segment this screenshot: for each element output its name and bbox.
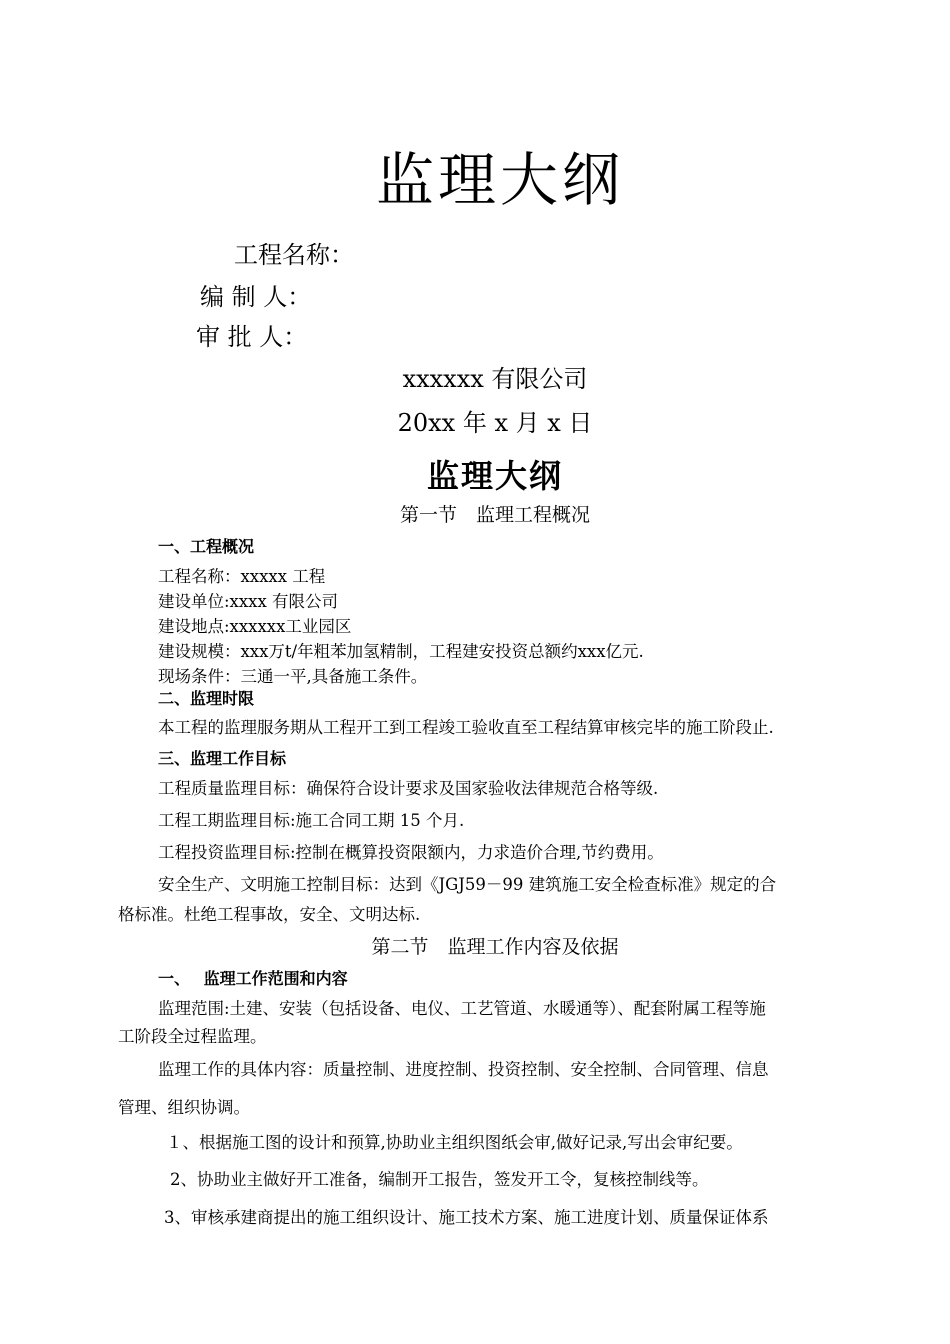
cover-title: 监理大纲 <box>375 146 624 214</box>
content-line-1: 监理工作的具体内容：质量控制、进度控制、投资控制、安全控制、合同管理、信息 <box>158 1060 769 1079</box>
scope-line-2: 工阶段全过程监理。 <box>118 1027 267 1046</box>
investment-goal-line: 工程投资监理目标:控制在概算投资限额内，力求造价合理,节约费用。 <box>158 843 664 862</box>
safety-goal-line-1: 安全生产、文明施工控制目标：达到《JGJ59－99 建筑施工安全检查标准》规定的合 <box>158 875 777 894</box>
document-title: 监理大纲 <box>426 457 563 495</box>
period-text: 本工程的监理服务期从工程开工到工程竣工验收直至工程结算审核完毕的施工阶段止. <box>158 718 774 737</box>
section-2-heading: 第二节 监理工作内容及依据 <box>371 936 619 958</box>
subsection-goals: 三、监理工作目标 <box>158 749 287 768</box>
site-conditions-line: 现场条件：三通一平,具备施工条件。 <box>158 667 428 686</box>
quality-goal-line: 工程质量监理目标：确保符合设计要求及国家验收法律规范合格等级. <box>158 779 659 798</box>
subsection-period: 二、监理时限 <box>158 689 255 708</box>
section-1-heading: 第一节 监理工程概况 <box>399 504 590 526</box>
scale-line: 建设规模：xxx万t/年粗苯加氢精制，工程建安投资总额约xxx亿元. <box>158 642 644 661</box>
owner-line: 建设单位:xxxx 有限公司 <box>158 592 339 611</box>
subsection-project-overview: 一、工程概况 <box>158 537 255 556</box>
project-name-label: 工程名称： <box>234 241 354 269</box>
author-label: 编 制 人： <box>200 283 312 311</box>
safety-goal-line-2: 格标准。杜绝工程事故，安全、文明达标. <box>118 905 421 924</box>
cover-date: 20xx 年 x 月 x 日 <box>397 409 593 437</box>
approver-label: 审 批 人： <box>196 323 308 351</box>
location-line: 建设地点:xxxxxx工业园区 <box>158 617 352 636</box>
list-item: 3、审核承建商提出的施工组织设计、施工技术方案、施工进度计划、质量保证体系 <box>164 1208 769 1227</box>
scope-line-1: 监理范围:土建、安装（包括设备、电仪、工艺管道、水暖通等）、配套附属工程等施 <box>158 999 766 1018</box>
subsection-scope: 一、 监理工作范围和内容 <box>158 969 348 988</box>
company-name: xxxxxx 有限公司 <box>402 365 588 393</box>
content-line-2: 管理、组织协调。 <box>118 1098 250 1117</box>
list-item: 2、协助业主做好开工准备，编制开工报告，签发开工令，复核控制线等。 <box>170 1170 709 1189</box>
schedule-goal-line: 工程工期监理目标:施工合同工期 15 个月. <box>158 811 465 830</box>
list-item: １、根据施工图的设计和预算,协助业主组织图纸会审,做好记录,写出会审纪要。 <box>166 1133 743 1152</box>
project-name-line: 工程名称：xxxxx 工程 <box>158 567 326 586</box>
